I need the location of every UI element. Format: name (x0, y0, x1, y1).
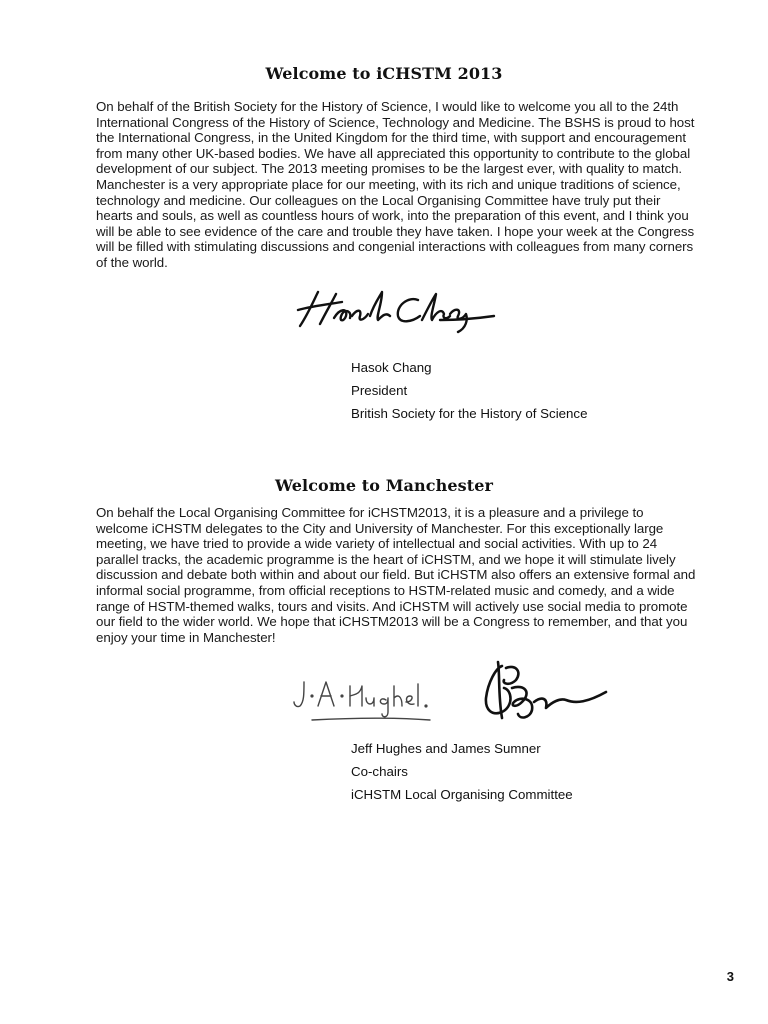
signer-name: Hasok Chang (351, 360, 432, 375)
sumner-signature (476, 658, 626, 728)
section-heading-welcome-ichstm: Welcome to iCHSTM 2013 (265, 64, 503, 83)
section-heading-welcome-manchester: Welcome to Manchester (274, 476, 494, 495)
welcome-letter-body: On behalf of the British Society for the History of Science, I would like to welcome you all to the 24th International Congress of the History of Science, Technology and Medicine. The BSHS is proud to host the International Congress, in the United Kingdom for the third time, with support and encouragement from many other UK-based bodies. We have all appreciated this opportunity to contribute to the global development of our subject. The 2013 meeting promises to be the largest ever, with quality to match. Manchester is a very appropriate place for our meeting, with its rich and unique traditions of science, technology and medicine. Our colleagues on the Local Organising Committee have truly put their hearts and souls, as well as countless hours of work, into the preparation of this event, and I think you will be able to see evidence of the care and trouble they have taken. I hope your week at the Congress will be filled with stimulating discussions and congenial interactions with colleagues from many corners of the world. (96, 99, 695, 270)
hughes-signature (290, 676, 470, 730)
signer-title: Co-chairs (351, 764, 408, 779)
page-number: 3 (726, 969, 734, 984)
signer-names: Jeff Hughes and James Sumner (351, 741, 541, 756)
signer-organisation: iCHSTM Local Organising Committee (351, 787, 573, 802)
signer-organisation: British Society for the History of Science (351, 406, 588, 421)
hasok-chang-signature (290, 286, 500, 336)
signer-title: President (351, 383, 408, 398)
signer-block-hasok-chang (351, 356, 587, 425)
signer-block-hughes-sumner (351, 737, 573, 806)
manchester-letter-body: On behalf the Local Organising Committee for iCHSTM2013, it is a pleasure and a privilege to welcome iCHSTM delegates to the City and University of Manchester. For this exceptionally large meeting, we have tried to provide a wide variety of intellectual and social activities. With up to 24 parallel tracks, the academic programme is the heart of iCHSTM, and we hope it will stimulate lively discussion and debate both within and about our field. But iCHSTM also offers an extensive formal and informal social programme, from official receptions to HSTM-related music and comedy, and a wide range of HSTM-themed walks, tours and visits. And iCHSTM will actively use social media to promote our field to the wider world. We hope that iCHSTM2013 will be a Congress to remember, and that you enjoy your time in Manchester! (96, 505, 696, 645)
